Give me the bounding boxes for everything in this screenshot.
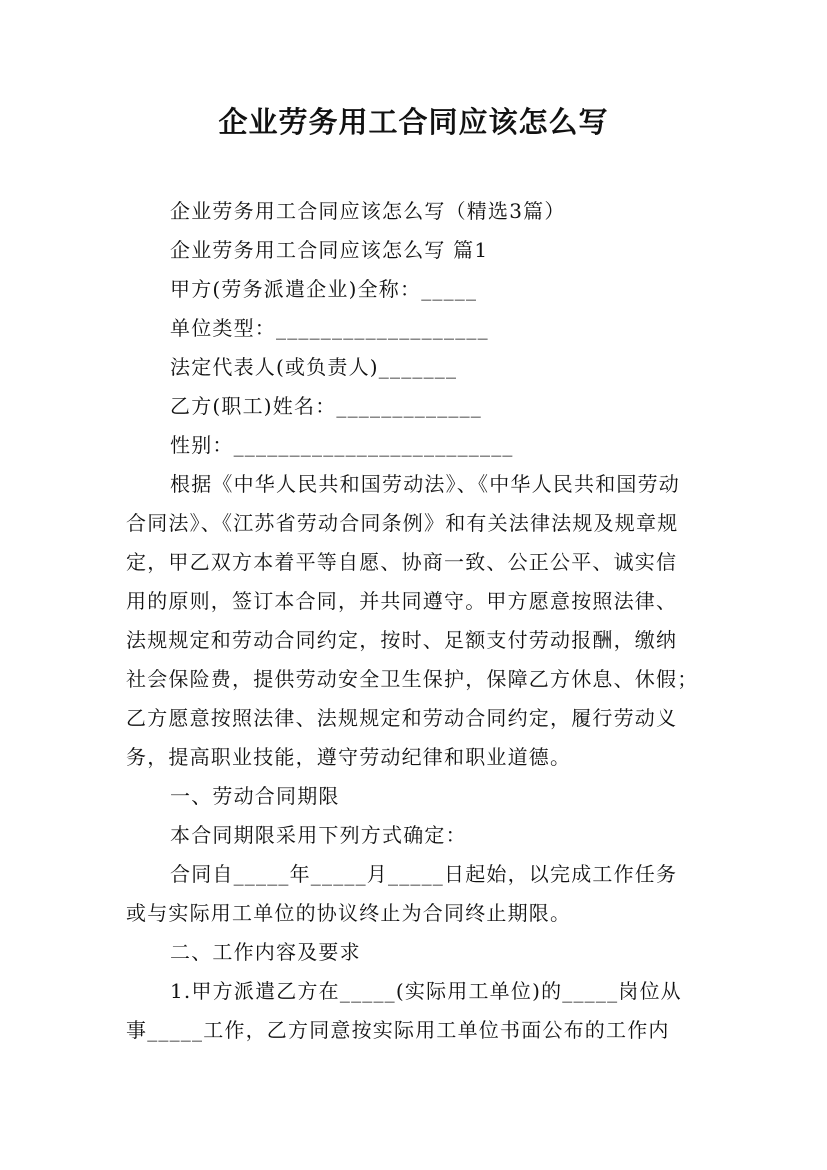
party-b-name-field: 乙方(职工)姓名：_____________ — [170, 394, 483, 418]
legal-representative-field: 法定代表人(或负责人)_______ — [170, 355, 458, 379]
clause-text-line: 合同自_____年_____月_____日起始，以完成工作任务 — [170, 862, 678, 886]
gender-field: 性别：_________________________ — [170, 433, 514, 457]
clause-heading-term: 一、劳动合同期限 — [170, 784, 340, 808]
clause-text-line: 1.甲方派遣乙方在_____(实际用工单位)的_____岗位从 — [170, 979, 682, 1003]
clause-text-line: 事_____工作，乙方同意按实际用工单位书面公布的工作内 — [126, 1018, 670, 1042]
body-paragraph-line: 社会保险费，提供劳动安全卫生保护，保障乙方休息、休假； — [126, 667, 699, 691]
subtitle-line: 企业劳务用工合同应该怎么写（精选3篇） — [170, 199, 566, 223]
clause-text-line: 或与实际用工单位的协议终止为合同终止期限。 — [126, 901, 572, 925]
party-a-name-field: 甲方(劳务派遣企业)全称：_____ — [170, 277, 478, 301]
clause-heading-work: 二、工作内容及要求 — [170, 940, 361, 964]
section-heading-line: 企业劳务用工合同应该怎么写 篇1 — [170, 238, 489, 262]
unit-type-field: 单位类型：___________________ — [170, 316, 489, 340]
body-paragraph-line: 务，提高职业技能，遵守劳动纪律和职业道德。 — [126, 745, 572, 769]
body-paragraph-line: 法规规定和劳动合同约定，按时、足额支付劳动报酬，缴纳 — [126, 628, 678, 652]
body-paragraph-line: 根据《中华人民共和国劳动法》、《中华人民共和国劳动 — [170, 472, 680, 496]
clause-text-line: 本合同期限采用下列方式确定： — [170, 823, 467, 847]
body-paragraph-line: 用的原则，签订本合同，并共同遵守。甲方愿意按照法律、 — [126, 589, 678, 613]
body-paragraph-line: 乙方愿意按照法律、法规规定和劳动合同约定，履行劳动义 — [126, 706, 678, 730]
document-title: 企业劳务用工合同应该怎么写 — [218, 105, 609, 139]
body-paragraph-line: 定，甲乙双方本着平等自愿、协商一致、公正公平、诚实信 — [126, 550, 678, 574]
body-paragraph-line: 合同法》、《江苏省劳动合同条例》和有关法律法规及规章规 — [126, 511, 679, 535]
